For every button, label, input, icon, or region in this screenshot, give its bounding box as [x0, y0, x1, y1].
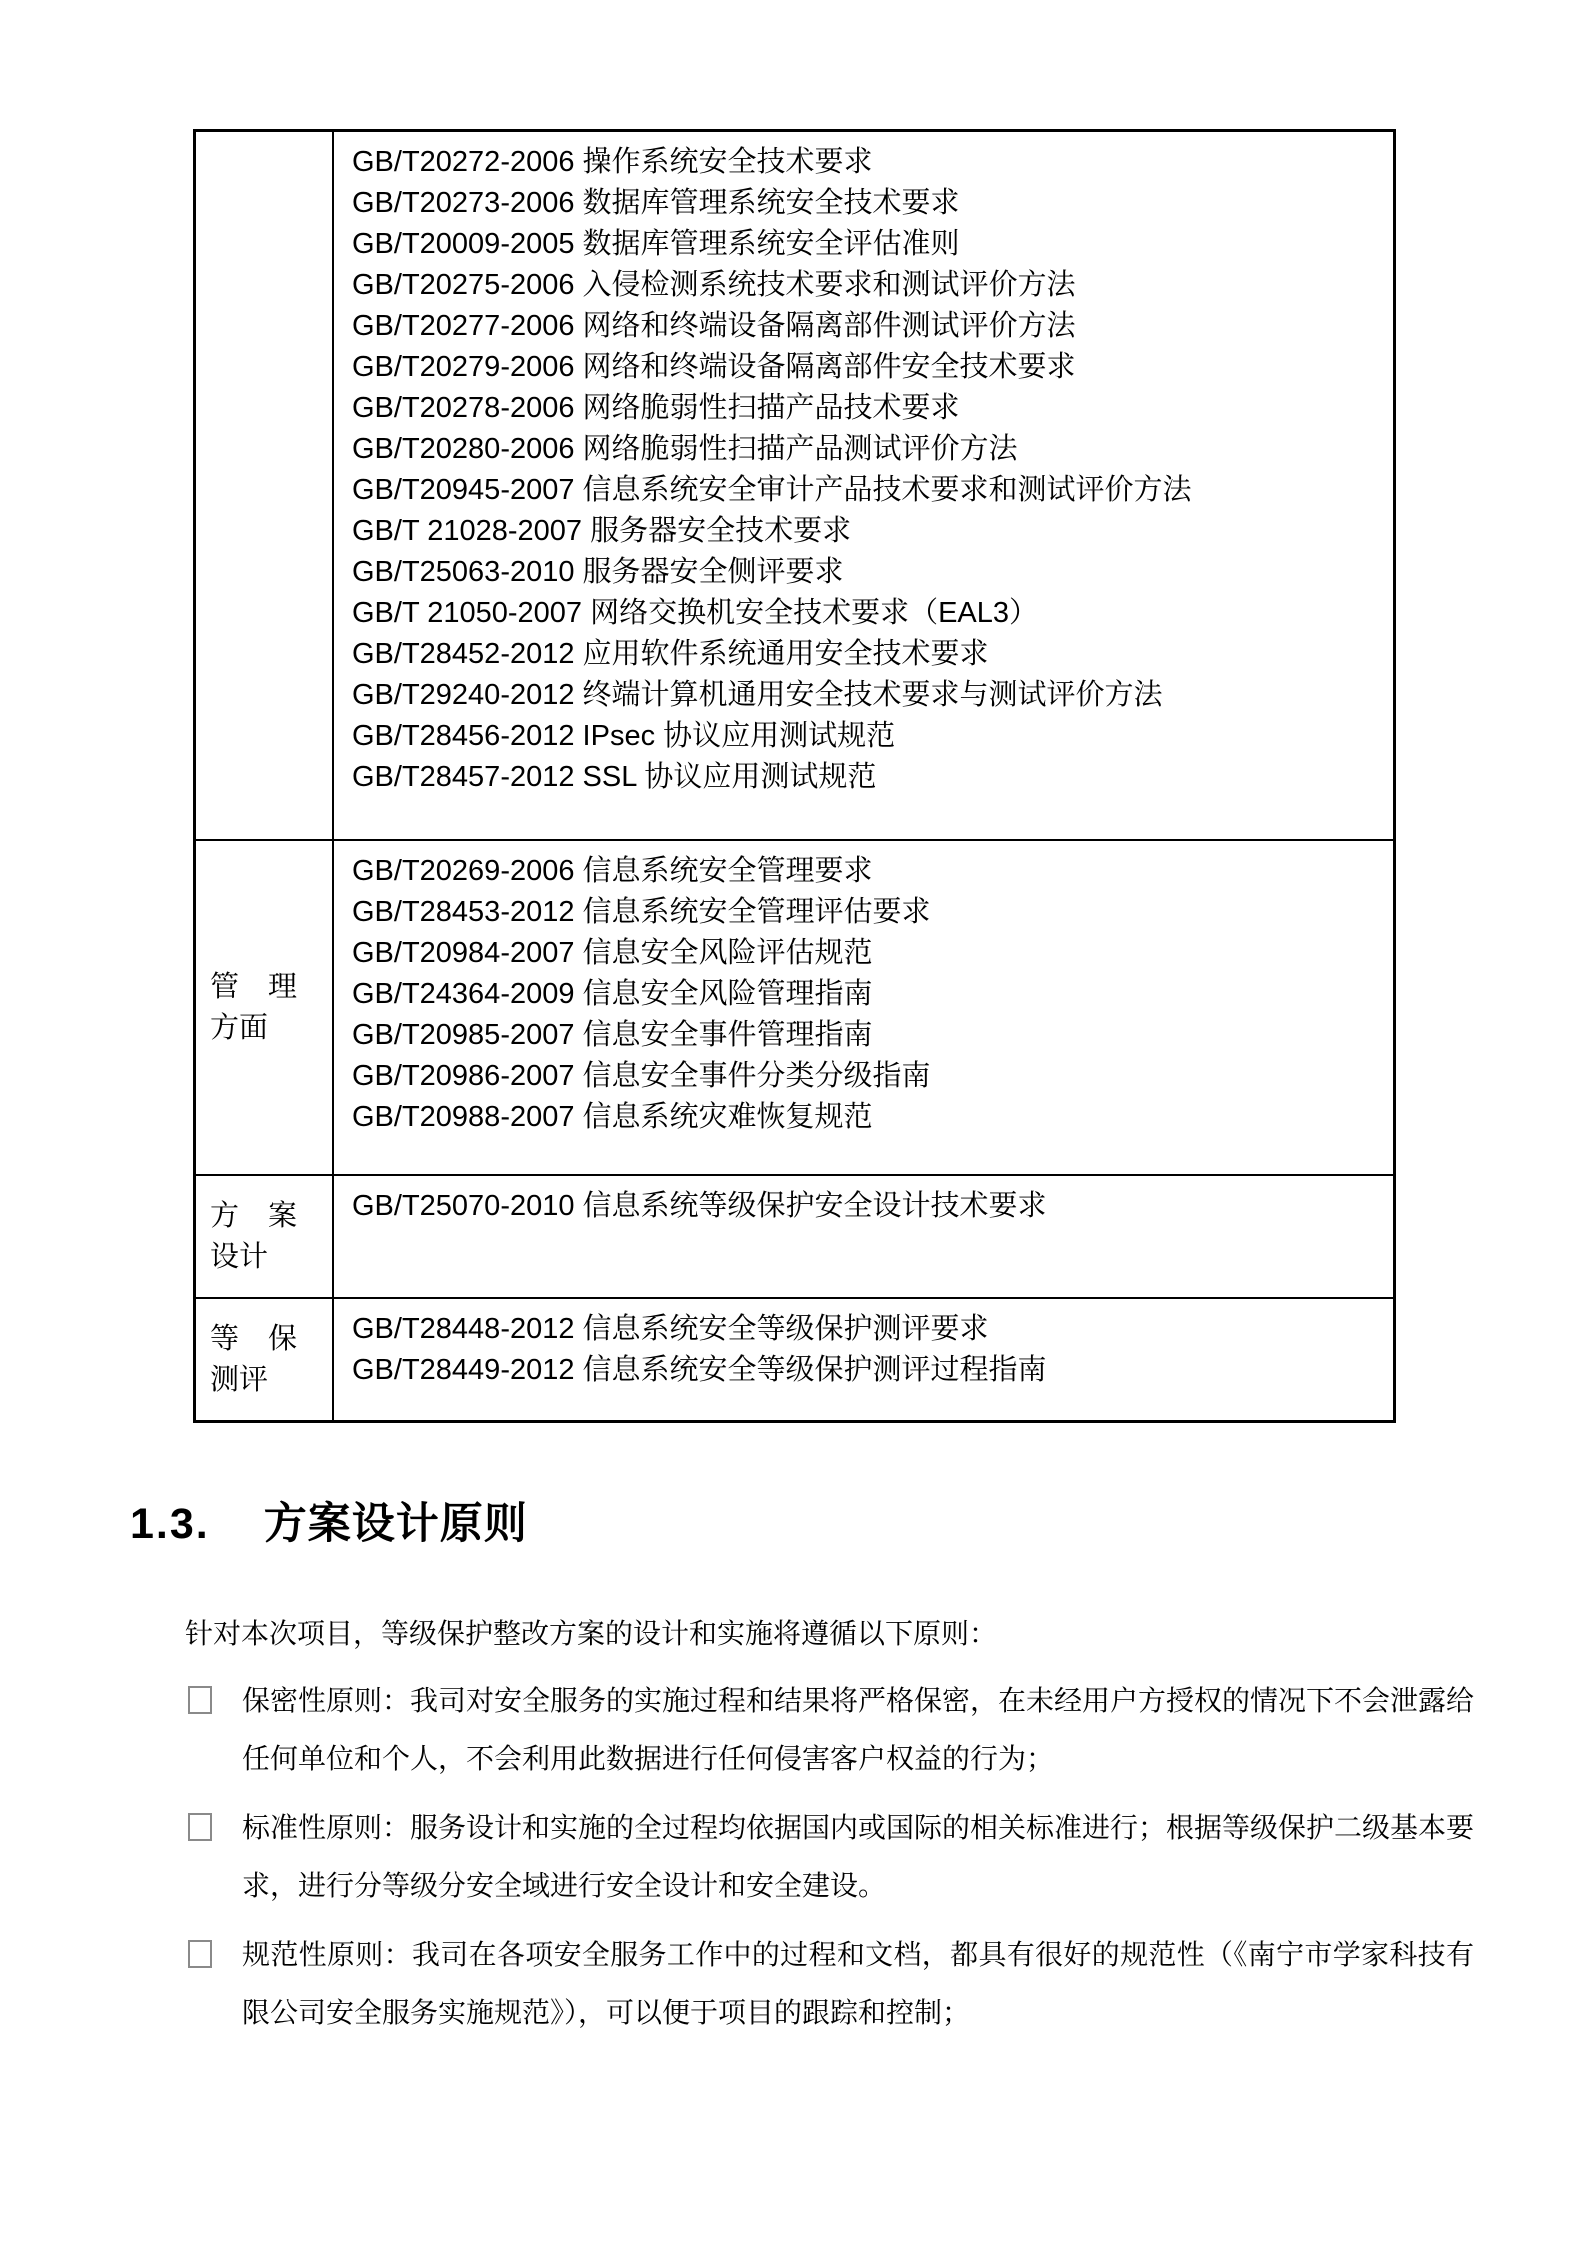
list-item: [188, 1926, 1478, 2042]
standard-line: GB/T28457-2012 SSL 协议应用测试规范: [352, 761, 877, 793]
standard-line: GB/T20275-2006 入侵检测系统技术要求和测试评价方法: [352, 269, 1076, 301]
standard-line: GB/T20986-2007 信息安全事件分类分级指南: [352, 1060, 931, 1092]
principle-text: 规范性原则：我司在各项安全服务工作中的过程和文档，都具有很好的规范性（《南宁市学家科技有限公司安全服务实施规范》），可以便于项目的跟踪和控制；: [242, 1939, 1474, 2028]
category-cell-empty: [195, 131, 334, 841]
standard-line: GB/T28453-2012 信息系统安全管理评估要求: [352, 896, 931, 928]
principle-text: 保密性原则：我司对安全服务的实施过程和结果将严格保密，在未经用户方授权的情况下不会泄露给任何单位和个人，不会利用此数据进行任何侵害客户权益的行为；: [242, 1685, 1475, 1774]
standards-cell: [333, 131, 1395, 841]
standards-table: [193, 129, 1396, 1423]
standard-line: GB/T 21028-2007 服务器安全技术要求: [352, 515, 852, 547]
standards-cell: [333, 1298, 1395, 1422]
standard-line: GB/T20985-2007 信息安全事件管理指南: [352, 1019, 873, 1051]
category-label: 测评: [210, 1363, 269, 1396]
standard-line: GB/T29240-2012 终端计算机通用安全技术要求与测试评价方法: [352, 679, 1163, 711]
section-number: 1.3.: [130, 1500, 210, 1548]
standard-line: GB/T28452-2012 应用软件系统通用安全技术要求: [352, 638, 989, 670]
standard-line: GB/T20269-2006 信息系统安全管理要求: [352, 855, 873, 887]
section-title: 方案设计原则: [263, 1500, 528, 1548]
standard-line: GB/T25070-2010 信息系统等级保护安全设计技术要求: [352, 1190, 1047, 1222]
standard-line: GB/T28449-2012 信息系统安全等级保护测评过程指南: [352, 1354, 1047, 1386]
principle-text: 标准性原则：服务设计和实施的全过程均依据国内或国际的相关标准进行；根据等级保护二级基本要求，进行分等级分安全域进行安全设计和安全建设。: [242, 1812, 1475, 1901]
category-label: 管 理: [210, 970, 298, 1003]
standards-cell: [333, 840, 1395, 1175]
standard-line: GB/T20278-2006 网络脆弱性扫描产品技术要求: [352, 392, 960, 424]
list-item: [188, 1672, 1478, 1788]
standard-line: GB/T20272-2006 操作系统安全技术要求: [352, 146, 873, 178]
table-row-continuation: [195, 131, 1395, 841]
list-item: [188, 1799, 1478, 1915]
category-cell-classified-evaluation: [195, 1298, 334, 1422]
standard-line: GB/T20280-2006 网络脆弱性扫描产品测试评价方法: [352, 433, 1018, 465]
category-label: 设计: [210, 1240, 269, 1273]
standards-table-grid: [193, 129, 1396, 1423]
category-label: 等 保: [210, 1322, 298, 1355]
standard-line: GB/T24364-2009 信息安全风险管理指南: [352, 978, 873, 1010]
category-label: 方面: [210, 1011, 269, 1044]
standard-line: GB/T28448-2012 信息系统安全等级保护测评要求: [352, 1313, 989, 1345]
table-row-management: [195, 840, 1395, 1175]
standard-line: GB/T28456-2012 IPsec 协议应用测试规范: [352, 720, 896, 752]
standards-cell: [333, 1175, 1395, 1298]
standard-line: GB/T20277-2006 网络和终端设备隔离部件测试评价方法: [352, 310, 1076, 342]
table-row-classified-evaluation: [195, 1298, 1395, 1422]
table-row-scheme-design: [195, 1175, 1395, 1298]
category-cell-management: [195, 840, 334, 1175]
standard-line: GB/T20945-2007 信息系统安全审计产品技术要求和测试评价方法: [352, 474, 1192, 506]
standard-line: GB/T 21050-2007 网络交换机安全技术要求（EAL3）: [352, 597, 1039, 629]
standard-line: GB/T20984-2007 信息安全风险评估规范: [352, 937, 873, 969]
category-cell-scheme-design: [195, 1175, 334, 1298]
standard-line: GB/T20988-2007 信息系统灾难恢复规范: [352, 1101, 873, 1133]
empty-checkbox-bullet-icon: [188, 1940, 212, 1968]
intro-paragraph: 针对本次项目，等级保护整改方案的设计和实施将遵循以下原则：: [185, 1618, 998, 1649]
empty-checkbox-bullet-icon: [188, 1686, 212, 1714]
standard-line: GB/T20009-2005 数据库管理系统安全评估准则: [352, 228, 960, 260]
section-heading: [130, 1496, 528, 1552]
empty-checkbox-bullet-icon: [188, 1813, 212, 1841]
standard-line: GB/T25063-2010 服务器安全侧评要求: [352, 556, 844, 588]
standard-line: GB/T20279-2006 网络和终端设备隔离部件安全技术要求: [352, 351, 1076, 383]
category-label: 方 案: [210, 1199, 298, 1232]
standard-line: GB/T20273-2006 数据库管理系统安全技术要求: [352, 187, 960, 219]
principles-list: [188, 1672, 1478, 2053]
